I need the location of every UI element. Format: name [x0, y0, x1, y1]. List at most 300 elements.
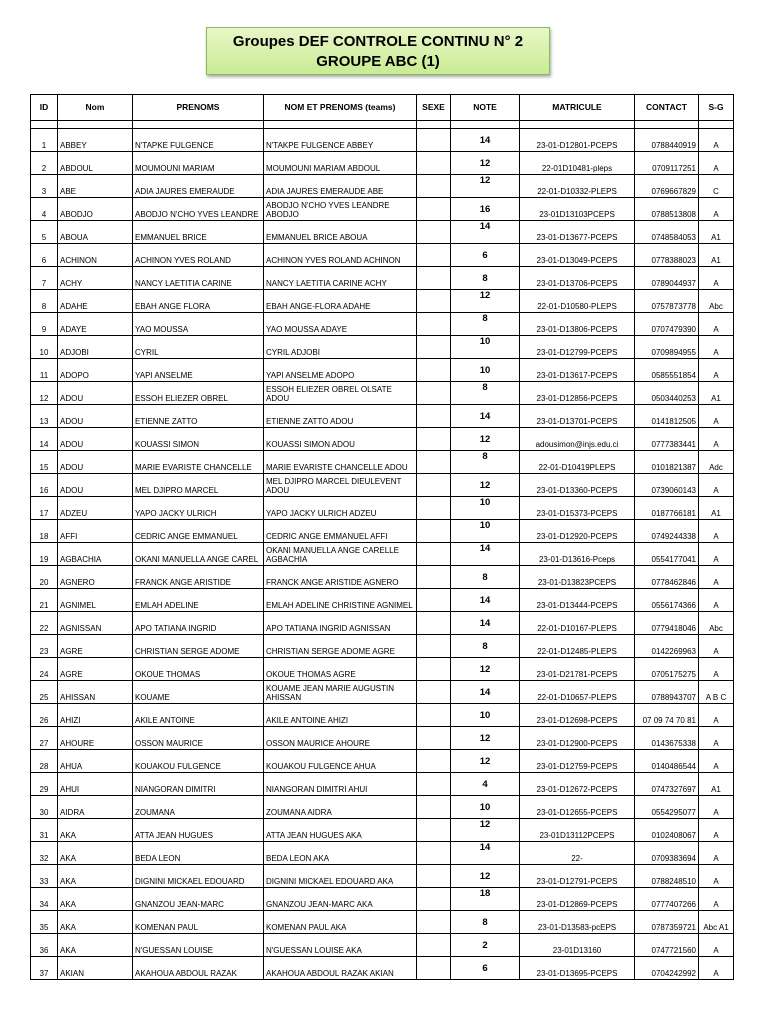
cell-nom: ADOU — [58, 428, 133, 451]
cell-id: 16 — [31, 474, 58, 497]
cell-id: 8 — [31, 290, 58, 313]
cell-sexe — [417, 382, 451, 405]
cell-sexe — [417, 566, 451, 589]
cell-teams-name: KOMENAN PAUL AKA — [264, 911, 417, 934]
cell-teams-name: ATTA JEAN HUGUES AKA — [264, 819, 417, 842]
cell-sg: A — [699, 543, 734, 566]
cell-matricule: 23-01-D13444-PCEPS — [520, 589, 635, 612]
cell-sg: A — [699, 129, 734, 152]
cell-nom: ADOU — [58, 451, 133, 474]
cell-id: 6 — [31, 244, 58, 267]
cell-note: 12 — [451, 727, 520, 750]
table-row — [31, 543, 734, 566]
cell-matricule: 23-01-D12801-PCEPS — [520, 129, 635, 152]
cell-prenoms: AKILE ANTOINE — [133, 704, 264, 727]
cell-id: 15 — [31, 451, 58, 474]
cell-nom: ACHINON — [58, 244, 133, 267]
cell-sexe — [417, 313, 451, 336]
cell-prenoms: MARIE EVARISTE CHANCELLE — [133, 451, 264, 474]
cell-nom: AKA — [58, 911, 133, 934]
cell-matricule: 23-01D13112PCEPS — [520, 819, 635, 842]
table-row — [31, 934, 734, 957]
cell-nom: ABODJO — [58, 198, 133, 221]
cell-id: 12 — [31, 382, 58, 405]
cell-contact: 0769667829 — [635, 175, 699, 198]
cell-matricule: 23-01-D13049-PCEPS — [520, 244, 635, 267]
cell-id: 27 — [31, 727, 58, 750]
cell-matricule: 23-01-D12856-PCEPS — [520, 382, 635, 405]
cell-matricule: 22-01-D12485-PLEPS — [520, 635, 635, 658]
cell-note: 2 — [451, 934, 520, 957]
cell-prenoms: DIGNINI MICKAEL EDOUARD — [133, 865, 264, 888]
cell-contact: 0709117251 — [635, 152, 699, 175]
cell-note: 8 — [451, 635, 520, 658]
cell-contact: 0787359721 — [635, 911, 699, 934]
cell-teams-name: FRANCK ANGE ARISTIDE AGNERO — [264, 566, 417, 589]
table-row — [31, 911, 734, 934]
table-row — [31, 359, 734, 382]
cell-teams-name: EBAH ANGE-FLORA ADAHE — [264, 290, 417, 313]
cell-sexe — [417, 612, 451, 635]
table-row — [31, 635, 734, 658]
table-row — [31, 658, 734, 681]
cell-matricule: 23-01-D12900-PCEPS — [520, 727, 635, 750]
cell-teams-name: KOUASSI SIMON ADOU — [264, 428, 417, 451]
cell-nom: AIDRA — [58, 796, 133, 819]
cell-prenoms: NANCY LAETITIA CARINE — [133, 267, 264, 290]
table-row — [31, 428, 734, 451]
cell-teams-name: APO TATIANA INGRID AGNISSAN — [264, 612, 417, 635]
cell-sexe — [417, 267, 451, 290]
cell-sg: A — [699, 704, 734, 727]
table-row — [31, 313, 734, 336]
cell-matricule: 22-01D10481-pleps — [520, 152, 635, 175]
cell-note: 14 — [451, 405, 520, 428]
table-row — [31, 244, 734, 267]
cell-nom: AHISSAN — [58, 681, 133, 704]
cell-matricule: 22-01-D10419PLEPS — [520, 451, 635, 474]
cell-prenoms: BEDA LEON — [133, 842, 264, 865]
cell-sg: A — [699, 750, 734, 773]
cell-sexe — [417, 497, 451, 520]
cell-teams-name: ZOUMANA AIDRA — [264, 796, 417, 819]
cell-contact: 0788513808 — [635, 198, 699, 221]
cell-sg: A — [699, 520, 734, 543]
cell-note: 8 — [451, 911, 520, 934]
cell-sexe — [417, 520, 451, 543]
table-row — [31, 888, 734, 911]
cell-contact: 0748584053 — [635, 221, 699, 244]
cell-note: 12 — [451, 819, 520, 842]
table-row — [31, 773, 734, 796]
cell-teams-name: GNANZOU JEAN-MARC AKA — [264, 888, 417, 911]
cell-contact: 0709383694 — [635, 842, 699, 865]
cell-teams-name: MARIE EVARISTE CHANCELLE ADOU — [264, 451, 417, 474]
header-matricule: MATRICULE — [520, 95, 635, 121]
cell-sexe — [417, 451, 451, 474]
cell-sexe — [417, 773, 451, 796]
cell-teams-name: KOUAKOU FULGENCE AHUA — [264, 750, 417, 773]
table-row — [31, 336, 734, 359]
cell-contact: 0749244338 — [635, 520, 699, 543]
cell-contact: 0556174366 — [635, 589, 699, 612]
cell-id: 10 — [31, 336, 58, 359]
cell-contact: 0709894955 — [635, 336, 699, 359]
cell-contact: 0705175275 — [635, 658, 699, 681]
cell-sexe — [417, 152, 451, 175]
cell-prenoms: ADIA JAURES EMERAUDE — [133, 175, 264, 198]
cell-note: 8 — [451, 451, 520, 474]
cell-matricule: adousimon@injs.edu.ci — [520, 428, 635, 451]
table-row — [31, 175, 734, 198]
cell-matricule: 22-01-D10332-PLEPS — [520, 175, 635, 198]
cell-nom: AKA — [58, 888, 133, 911]
cell-prenoms: ABODJO N'CHO YVES LEANDRE — [133, 198, 264, 221]
cell-note: 8 — [451, 566, 520, 589]
cell-matricule: 23-01D13160 — [520, 934, 635, 957]
cell-id: 25 — [31, 681, 58, 704]
cell-id: 7 — [31, 267, 58, 290]
cell-nom: AHUA — [58, 750, 133, 773]
table-row — [31, 129, 734, 152]
cell-matricule: 23-01-D21781-PCEPS — [520, 658, 635, 681]
cell-nom: AKA — [58, 819, 133, 842]
cell-contact: 0779418046 — [635, 612, 699, 635]
cell-prenoms: YAPI ANSELME — [133, 359, 264, 382]
cell-sg: A B C — [699, 681, 734, 704]
table-row — [31, 589, 734, 612]
cell-note: 10 — [451, 520, 520, 543]
title-line-2: GROUPE ABC (1) — [316, 53, 440, 70]
cell-sexe — [417, 796, 451, 819]
cell-note: 14 — [451, 612, 520, 635]
table-row — [31, 566, 734, 589]
cell-nom: ADOU — [58, 405, 133, 428]
cell-prenoms: EBAH ANGE FLORA — [133, 290, 264, 313]
cell-sg: A — [699, 934, 734, 957]
cell-prenoms: CHRISTIAN SERGE ADOME — [133, 635, 264, 658]
cell-note: 10 — [451, 704, 520, 727]
cell-teams-name: NANCY LAETITIA CARINE ACHY — [264, 267, 417, 290]
table-row — [31, 727, 734, 750]
cell-contact: 0704242992 — [635, 957, 699, 980]
cell-teams-name: DIGNINI MICKAEL EDOUARD AKA — [264, 865, 417, 888]
cell-matricule: 23-01-D13616-Pceps — [520, 543, 635, 566]
cell-teams-name: KOUAME JEAN MARIE AUGUSTIN AHISSAN — [264, 681, 417, 704]
cell-sg: A — [699, 474, 734, 497]
cell-teams-name: BEDA LEON AKA — [264, 842, 417, 865]
header-prenoms: PRENOMS — [133, 95, 264, 121]
table-row — [31, 221, 734, 244]
cell-prenoms: EMLAH ADELINE — [133, 589, 264, 612]
cell-sg: A — [699, 198, 734, 221]
cell-id: 31 — [31, 819, 58, 842]
cell-matricule: 23-01-D13677-PCEPS — [520, 221, 635, 244]
cell-note: 12 — [451, 865, 520, 888]
cell-contact: 0142269963 — [635, 635, 699, 658]
header-teams: NOM ET PRENOMS (teams) — [264, 95, 417, 121]
cell-teams-name: CHRISTIAN SERGE ADOME AGRE — [264, 635, 417, 658]
cell-matricule: 23-01-D13823PCEPS — [520, 566, 635, 589]
cell-sexe — [417, 865, 451, 888]
cell-id: 23 — [31, 635, 58, 658]
cell-sexe — [417, 129, 451, 152]
cell-matricule: 23-01-D12655-PCEPS — [520, 796, 635, 819]
cell-matricule: 22-01-D10580-PLEPS — [520, 290, 635, 313]
cell-sg: A — [699, 566, 734, 589]
cell-prenoms: CEDRIC ANGE EMMANUEL — [133, 520, 264, 543]
cell-sg: A1 — [699, 382, 734, 405]
cell-prenoms: KOUAME — [133, 681, 264, 704]
cell-teams-name: N'GUESSAN LOUISE AKA — [264, 934, 417, 957]
cell-note: 8 — [451, 382, 520, 405]
cell-id: 11 — [31, 359, 58, 382]
cell-nom: AGRE — [58, 658, 133, 681]
cell-sg: A — [699, 313, 734, 336]
students-table — [30, 94, 734, 980]
cell-contact: 0707479390 — [635, 313, 699, 336]
cell-prenoms: ATTA JEAN HUGUES — [133, 819, 264, 842]
cell-note: 8 — [451, 313, 520, 336]
cell-sexe — [417, 957, 451, 980]
cell-matricule: 23-01-D12869-PCEPS — [520, 888, 635, 911]
cell-sexe — [417, 198, 451, 221]
cell-prenoms: OSSON MAURICE — [133, 727, 264, 750]
cell-matricule: 22-01-D10167-PLEPS — [520, 612, 635, 635]
table-row — [31, 451, 734, 474]
header-id: ID — [31, 95, 58, 121]
cell-sg: A — [699, 865, 734, 888]
cell-sexe — [417, 750, 451, 773]
table-row — [31, 819, 734, 842]
cell-nom: AGNIMEL — [58, 589, 133, 612]
cell-id: 14 — [31, 428, 58, 451]
cell-nom: AGRE — [58, 635, 133, 658]
cell-sexe — [417, 290, 451, 313]
cell-matricule: 23-01-D13706-PCEPS — [520, 267, 635, 290]
cell-sexe — [417, 658, 451, 681]
cell-nom: ADAHE — [58, 290, 133, 313]
cell-nom: ADZEU — [58, 497, 133, 520]
cell-note: 10 — [451, 359, 520, 382]
cell-teams-name: ESSOH ELIEZER OBREL OLSATE ADOU — [264, 382, 417, 405]
cell-note: 14 — [451, 543, 520, 566]
cell-sexe — [417, 543, 451, 566]
cell-nom: AFFI — [58, 520, 133, 543]
cell-id: 20 — [31, 566, 58, 589]
cell-contact: 0789044937 — [635, 267, 699, 290]
cell-sg: Abc — [699, 290, 734, 313]
cell-note: 18 — [451, 888, 520, 911]
cell-id: 3 — [31, 175, 58, 198]
table-row — [31, 681, 734, 704]
cell-sexe — [417, 336, 451, 359]
cell-contact: 0554177041 — [635, 543, 699, 566]
cell-note: 10 — [451, 336, 520, 359]
cell-nom: ADOPO — [58, 359, 133, 382]
cell-sexe — [417, 888, 451, 911]
cell-nom: AGNERO — [58, 566, 133, 589]
cell-prenoms: EMMANUEL BRICE — [133, 221, 264, 244]
cell-id: 19 — [31, 543, 58, 566]
cell-matricule: 23-01D13103PCEPS — [520, 198, 635, 221]
cell-matricule: 23-01-D12698-PCEPS — [520, 704, 635, 727]
cell-note: 14 — [451, 681, 520, 704]
cell-contact: 0187766181 — [635, 497, 699, 520]
cell-contact: 0777383441 — [635, 428, 699, 451]
cell-sg: C — [699, 175, 734, 198]
table-row — [31, 152, 734, 175]
cell-contact: 0101821387 — [635, 451, 699, 474]
cell-sexe — [417, 175, 451, 198]
cell-note: 6 — [451, 244, 520, 267]
cell-sexe — [417, 704, 451, 727]
cell-contact: 0778462846 — [635, 566, 699, 589]
cell-note: 12 — [451, 474, 520, 497]
cell-sexe — [417, 911, 451, 934]
cell-nom: AHIZI — [58, 704, 133, 727]
cell-note: 6 — [451, 957, 520, 980]
cell-note: 12 — [451, 750, 520, 773]
cell-teams-name: ABODJO N'CHO YVES LEANDRE ABODJO — [264, 198, 417, 221]
cell-id: 22 — [31, 612, 58, 635]
cell-sg: A — [699, 888, 734, 911]
table-row — [31, 750, 734, 773]
cell-matricule: 23-01-D12799-PCEPS — [520, 336, 635, 359]
cell-prenoms: CYRIL — [133, 336, 264, 359]
cell-sg: A — [699, 842, 734, 865]
cell-note: 12 — [451, 658, 520, 681]
cell-teams-name: ETIENNE ZATTO ADOU — [264, 405, 417, 428]
cell-prenoms: ETIENNE ZATTO — [133, 405, 264, 428]
cell-teams-name: AKAHOUA ABDOUL RAZAK AKIAN — [264, 957, 417, 980]
cell-teams-name: ADIA JAURES EMERAUDE ABE — [264, 175, 417, 198]
cell-matricule: 23-01-D13806-PCEPS — [520, 313, 635, 336]
cell-prenoms: APO TATIANA INGRID — [133, 612, 264, 635]
cell-prenoms: KOMENAN PAUL — [133, 911, 264, 934]
header-sexe: SEXE — [417, 95, 451, 121]
cell-nom: ACHY — [58, 267, 133, 290]
cell-note: 4 — [451, 773, 520, 796]
cell-id: 18 — [31, 520, 58, 543]
cell-id: 9 — [31, 313, 58, 336]
cell-contact: 0585551854 — [635, 359, 699, 382]
cell-sexe — [417, 681, 451, 704]
cell-nom: ADAYE — [58, 313, 133, 336]
cell-note: 10 — [451, 796, 520, 819]
cell-sg: A — [699, 658, 734, 681]
cell-nom: AKA — [58, 934, 133, 957]
cell-prenoms: KOUAKOU FULGENCE — [133, 750, 264, 773]
cell-teams-name: YAO MOUSSA ADAYE — [264, 313, 417, 336]
cell-sexe — [417, 589, 451, 612]
cell-matricule: 23-01-D13701-PCEPS — [520, 405, 635, 428]
cell-contact: 0143675338 — [635, 727, 699, 750]
cell-sg: A — [699, 405, 734, 428]
cell-teams-name: OKOUE THOMAS AGRE — [264, 658, 417, 681]
cell-sg: A1 — [699, 221, 734, 244]
cell-nom: ADOU — [58, 474, 133, 497]
cell-teams-name: CYRIL ADJOBI — [264, 336, 417, 359]
cell-prenoms: MOUMOUNI MARIAM — [133, 152, 264, 175]
cell-nom: ABE — [58, 175, 133, 198]
cell-sexe — [417, 842, 451, 865]
cell-prenoms: ESSOH ELIEZER OBREL — [133, 382, 264, 405]
cell-nom: AGNISSAN — [58, 612, 133, 635]
cell-contact: 0503440253 — [635, 382, 699, 405]
table-row — [31, 382, 734, 405]
cell-matricule: 22- — [520, 842, 635, 865]
cell-prenoms: ACHINON YVES ROLAND — [133, 244, 264, 267]
cell-id: 33 — [31, 865, 58, 888]
cell-sg: A1 — [699, 497, 734, 520]
cell-note: 8 — [451, 267, 520, 290]
cell-sg: A — [699, 957, 734, 980]
table-row — [31, 842, 734, 865]
header-sg: S-G — [699, 95, 734, 121]
cell-sg: Abc — [699, 612, 734, 635]
table-spacer-row — [31, 121, 734, 129]
cell-matricule: 23-01-D13617-PCEPS — [520, 359, 635, 382]
cell-sg: A — [699, 152, 734, 175]
cell-id: 36 — [31, 934, 58, 957]
cell-note: 12 — [451, 152, 520, 175]
cell-sg: A1 — [699, 773, 734, 796]
cell-note: 10 — [451, 497, 520, 520]
cell-contact: 0788440919 — [635, 129, 699, 152]
cell-sexe — [417, 727, 451, 750]
cell-id: 1 — [31, 129, 58, 152]
header-nom: Nom — [58, 95, 133, 121]
cell-teams-name: YAPO JACKY ULRICH ADZEU — [264, 497, 417, 520]
cell-nom: AKA — [58, 842, 133, 865]
cell-prenoms: AKAHOUA ABDOUL RAZAK — [133, 957, 264, 980]
table-header-row — [31, 95, 734, 121]
header-contact: CONTACT — [635, 95, 699, 121]
cell-prenoms: N'GUESSAN LOUISE — [133, 934, 264, 957]
cell-note: 16 — [451, 198, 520, 221]
cell-id: 17 — [31, 497, 58, 520]
cell-sg: Abc A1 — [699, 911, 734, 934]
cell-nom: AKA — [58, 865, 133, 888]
cell-note: 14 — [451, 589, 520, 612]
cell-contact: 0102408067 — [635, 819, 699, 842]
cell-sg: A — [699, 589, 734, 612]
cell-prenoms: ZOUMANA — [133, 796, 264, 819]
cell-nom: AGBACHIA — [58, 543, 133, 566]
header-note: NOTE — [451, 95, 520, 121]
cell-matricule: 23-01-D15373-PCEPS — [520, 497, 635, 520]
cell-sg: A — [699, 267, 734, 290]
cell-id: 13 — [31, 405, 58, 428]
cell-sexe — [417, 819, 451, 842]
cell-note: 14 — [451, 129, 520, 152]
cell-teams-name: OKANI MANUELLA ANGE CARELLE AGBACHIA — [264, 543, 417, 566]
cell-id: 21 — [31, 589, 58, 612]
cell-matricule: 23-01-D12759-PCEPS — [520, 750, 635, 773]
cell-id: 28 — [31, 750, 58, 773]
cell-sg: A — [699, 635, 734, 658]
cell-nom: ABDOUL — [58, 152, 133, 175]
cell-nom: AHOURE — [58, 727, 133, 750]
cell-prenoms: KOUASSI SIMON — [133, 428, 264, 451]
table-row — [31, 290, 734, 313]
document-title — [206, 27, 550, 75]
cell-matricule: 23-01-D12920-PCEPS — [520, 520, 635, 543]
table-row — [31, 957, 734, 980]
cell-contact: 0140486544 — [635, 750, 699, 773]
cell-sexe — [417, 428, 451, 451]
